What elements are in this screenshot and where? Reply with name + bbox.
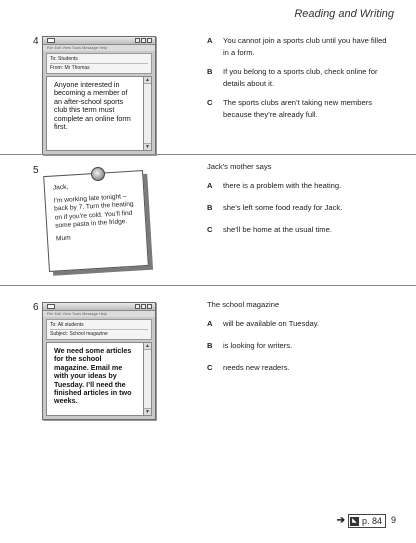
option-letter: A (207, 181, 213, 190)
email-to: To: All students (50, 321, 148, 330)
email-to: To: Students (50, 55, 148, 64)
option-5c (207, 224, 387, 236)
note (42, 168, 154, 274)
email-header (46, 319, 152, 340)
question-prompt: Jack’s mother says (207, 162, 272, 171)
reference-book-icon: ◣ (350, 517, 359, 526)
option-letter: B (207, 341, 213, 350)
option-4b (207, 66, 387, 90)
email-titlebar (43, 37, 155, 45)
scroll-up-icon[interactable]: ▲ (145, 77, 150, 83)
option-text: needs new readers. (223, 363, 290, 372)
scroll-down-icon[interactable]: ▼ (145, 144, 150, 150)
option-letter: B (207, 203, 213, 212)
email-from: From: Mr Thomas (50, 65, 90, 71)
page-reference[interactable] (337, 514, 386, 528)
section-divider (0, 154, 416, 155)
option-6c (207, 362, 387, 374)
option-text: You cannot join a sports club until you have filled in a form. (223, 36, 387, 57)
email-body (46, 342, 152, 416)
option-letter: C (207, 363, 213, 372)
option-4a (207, 35, 387, 59)
question-number: 5 (33, 165, 39, 176)
option-letter: B (207, 67, 213, 76)
email-body-text: We need some articles for the school magazine. Email me with your ideas by Tuesday. I’ll need the finished articles in two weeks. (54, 346, 132, 406)
scroll-down-icon[interactable]: ▼ (145, 409, 150, 415)
scrollbar[interactable] (143, 77, 151, 150)
email-titlebar (43, 303, 155, 311)
scrollbar[interactable] (143, 343, 151, 415)
note-paper (43, 170, 149, 272)
option-letter: A (207, 36, 213, 45)
note-greeting: Jack, (52, 183, 69, 192)
page-header: Reading and Writing (294, 8, 394, 20)
envelope-icon (47, 38, 55, 43)
option-letter: C (207, 98, 213, 107)
page-number: 9 (390, 515, 396, 525)
scroll-up-icon[interactable]: ▲ (145, 343, 150, 349)
email-subject: Subject: School magazine (50, 331, 108, 337)
section-divider (0, 285, 416, 286)
envelope-icon (47, 304, 55, 309)
option-text: she’s left some food ready for Jack. (223, 203, 343, 212)
option-text: she’ll be home at the usual time. (223, 225, 332, 234)
window-controls-icon (135, 38, 152, 43)
option-letter: C (207, 225, 213, 234)
question-number: 6 (33, 302, 39, 313)
note-signoff: Mum (55, 234, 71, 243)
option-5b (207, 202, 387, 214)
email-body (46, 76, 152, 151)
option-text: there is a problem with the heating. (223, 181, 342, 190)
option-text: is looking for writers. (223, 341, 293, 350)
option-5a (207, 180, 387, 192)
pushpin-icon (91, 167, 105, 181)
email-window (42, 302, 156, 420)
question-prompt: The school magazine (207, 300, 280, 309)
email-menubar: File Edit View Tools Message Help (43, 311, 155, 317)
window-controls-icon (135, 304, 152, 309)
option-4c (207, 97, 387, 121)
option-text: The sports clubs aren’t taking new members because they’re already full. (223, 98, 372, 119)
email-body-text: Anyone interested in becoming a member of an after-school sports club this term must complete an online form first. (54, 80, 131, 132)
email-window (42, 36, 156, 155)
question-number: 4 (33, 36, 39, 47)
arrow-right-icon: ➔ (336, 515, 345, 526)
option-letter: A (207, 319, 213, 328)
option-text: If you belong to a sports club, check online for details about it. (223, 67, 378, 88)
reference-text: p. 84 (361, 516, 382, 526)
reference-box[interactable] (348, 514, 386, 528)
option-6b (207, 340, 387, 352)
email-header (46, 53, 152, 74)
email-menubar: File Edit View Tools Message Help (43, 45, 155, 51)
note-body: I’m working late tonight – back by 7. Turn the heating on if you’re cold. You’ll find some pasta in the fridge. (53, 193, 134, 230)
option-6a (207, 318, 387, 330)
option-text: will be available on Tuesday. (223, 319, 320, 328)
